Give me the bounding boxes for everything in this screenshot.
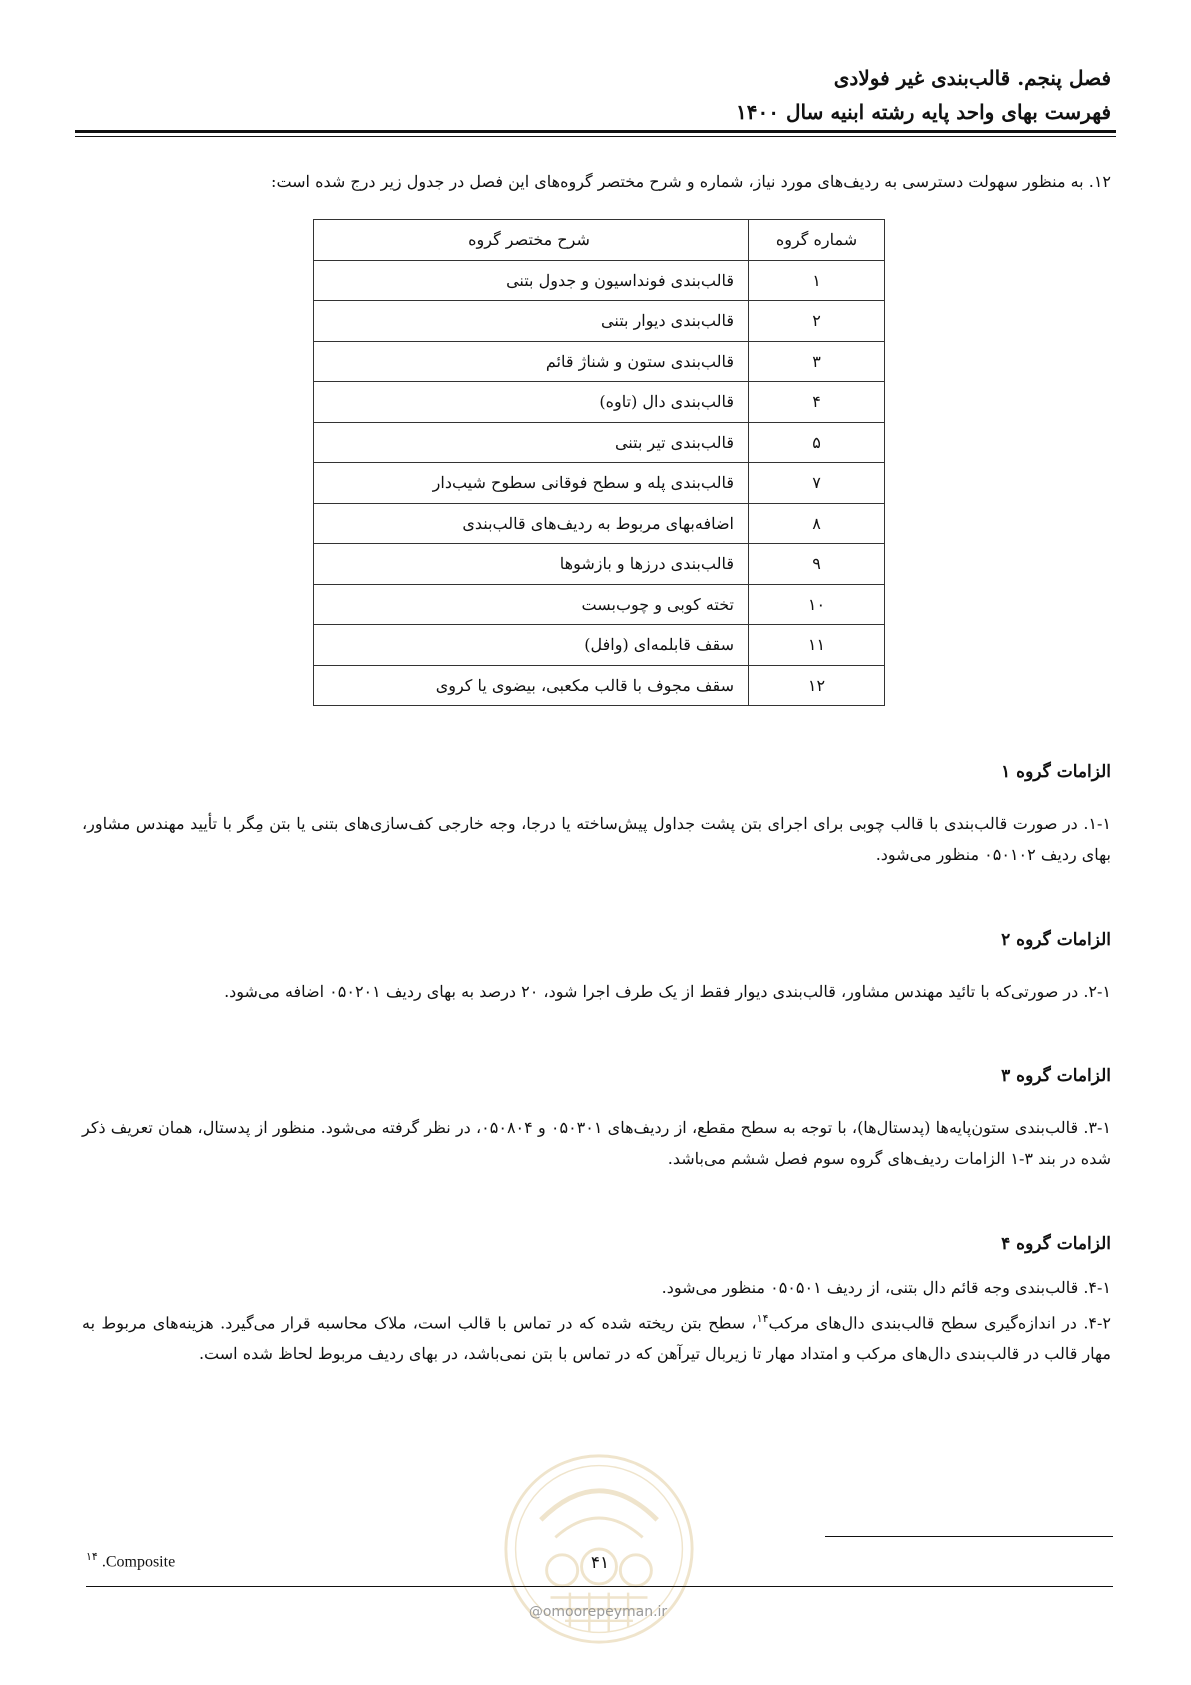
group-description: قالب‌بندی ستون و شناژ قائم <box>314 341 749 382</box>
table-row <box>314 544 885 585</box>
group-number: ۴ <box>749 382 885 423</box>
table-row <box>314 463 885 504</box>
group-number: ۱۲ <box>749 665 885 706</box>
footnote <box>86 1550 175 1571</box>
requirement-4-1: ۴-۱. قالب‌بندی وجه قائم دال بتنی، از ردیف ۰۵۰۵۰۱ منظور می‌شود. <box>661 1278 1111 1297</box>
column-header-description: شرح مختصر گروه <box>314 220 749 261</box>
footnote-text: .Composite <box>101 1553 176 1571</box>
group-number: ۱۱ <box>749 625 885 666</box>
section-heading: الزامات گروه ۴ <box>1001 1234 1111 1254</box>
intro-paragraph: ۱۲. به منظور سهولت دسترسی به ردیف‌های مورد نیاز، شماره و شرح مختصر گروه‌های این فصل در جدول زیر درج شده است: <box>271 172 1111 191</box>
section-heading: الزامات گروه ۱ <box>1001 762 1111 782</box>
section-group-4 <box>82 1230 1111 1369</box>
group-number: ۲ <box>749 301 885 342</box>
requirement-2-1: ۲-۱. در صورتی‌که با تائید مهندس مشاور، قالب‌بندی دیوار فقط از یک طرف اجرا شود، ۲۰ درصد به بهای ردیف ۰۵۰۲۰۱ اضافه می‌شود. <box>224 982 1111 1001</box>
group-description: قالب‌بندی دیوار بتنی <box>314 301 749 342</box>
section-group-3 <box>82 1062 1111 1174</box>
table-row <box>314 260 885 301</box>
requirement-4-2 <box>82 1303 1111 1369</box>
page-number: ۴۱ <box>590 1553 610 1573</box>
table-row <box>314 341 885 382</box>
footer-rule <box>86 1586 1113 1587</box>
group-number: ۵ <box>749 422 885 463</box>
requirement-1-1: ۱-۱. در صورت قالب‌بندی با قالب چوبی برای اجرای بتن پشت جداول پیش‌ساخته یا درجا، وجه خارجی کف‌سازی‌های بتنی یا بتن مِگر با تأیید مهندس مشاور، بهای ردیف ۰۵۰۱۰۲ منظور می‌شود. <box>82 814 1111 864</box>
group-number: ۳ <box>749 341 885 382</box>
table-row <box>314 382 885 423</box>
table-row <box>314 301 885 342</box>
group-description: سقف قابلمه‌ای (وافل) <box>314 625 749 666</box>
table-row <box>314 665 885 706</box>
price-list-title: فهرست بهای واحد پایه رشته ابنیه سال ۱۴۰۰ <box>736 100 1111 124</box>
group-description: سقف مجوف با قالب مکعبی، بیضوی یا کروی <box>314 665 749 706</box>
section-group-1 <box>82 758 1111 870</box>
header-rule-thin <box>75 136 1116 137</box>
group-number: ۹ <box>749 544 885 585</box>
group-number: ۸ <box>749 503 885 544</box>
watermark-url: @omoorepeyman.ir <box>528 1604 668 1620</box>
group-description: قالب‌بندی تیر بتنی <box>314 422 749 463</box>
header-rule-thick <box>75 130 1116 133</box>
requirement-3-1: ۳-۱. قالب‌بندی ستون‌پایه‌ها (پدستال‌ها)، با توجه به سطح مقطع، از ردیف‌های ۰۵۰۳۰۱ و ۰۵۰۸۰۴، در نظر گرفته می‌شود. منظور از پدستال، همان تعریف ذکر شده در بند ۳-۱ الزامات ردیف‌های گروه سوم فصل ششم می‌باشد. <box>82 1118 1111 1168</box>
column-header-number: شماره گروه <box>749 220 885 261</box>
group-description: اضافه‌بهای مربوط به ردیف‌های قالب‌بندی <box>314 503 749 544</box>
table-row <box>314 584 885 625</box>
table-row <box>314 503 885 544</box>
group-number: ۷ <box>749 463 885 504</box>
group-description: قالب‌بندی درزها و بازشوها <box>314 544 749 585</box>
footnote-marker: ۱۴ <box>86 1551 98 1563</box>
table-header-row <box>314 220 885 261</box>
group-number: ۱۰ <box>749 584 885 625</box>
section-heading: الزامات گروه ۲ <box>1001 930 1111 950</box>
requirement-4-2-rest: ، سطح بتن ریخته شده که در تماس با قالب است، ملاک محاسبه قرار می‌گیرد. هزینه‌های مربوط به مهار قالب در قالب‌بندی دال‌های مرکب و امتداد مهار تا زیربال تیرآهن که در تماس با بتن نمی‌باشد، در بهای ردیف مربوط لحاظ شده است. <box>82 1313 1111 1364</box>
chapter-title: فصل پنجم. قالب‌بندی غیر فولادی <box>833 66 1111 90</box>
table-row <box>314 625 885 666</box>
group-description: قالب‌بندی پله و سطح فوقانی سطوح شیب‌دار <box>314 463 749 504</box>
section-group-2 <box>82 926 1111 1007</box>
groups-table <box>313 219 885 706</box>
group-description: قالب‌بندی فونداسیون و جدول بتنی <box>314 260 749 301</box>
section-heading: الزامات گروه ۳ <box>1001 1066 1111 1086</box>
footnote-separator <box>825 1536 1113 1537</box>
group-description: تخته کوبی و چوب‌بست <box>314 584 749 625</box>
footnote-reference: ۱۴ <box>756 1312 769 1325</box>
group-description: قالب‌بندی دال (تاوه) <box>314 382 749 423</box>
group-number: ۱ <box>749 260 885 301</box>
requirement-4-2-start: ۴-۲. در اندازه‌گیری سطح قالب‌بندی دال‌های مرکب <box>768 1313 1112 1333</box>
table-row <box>314 422 885 463</box>
